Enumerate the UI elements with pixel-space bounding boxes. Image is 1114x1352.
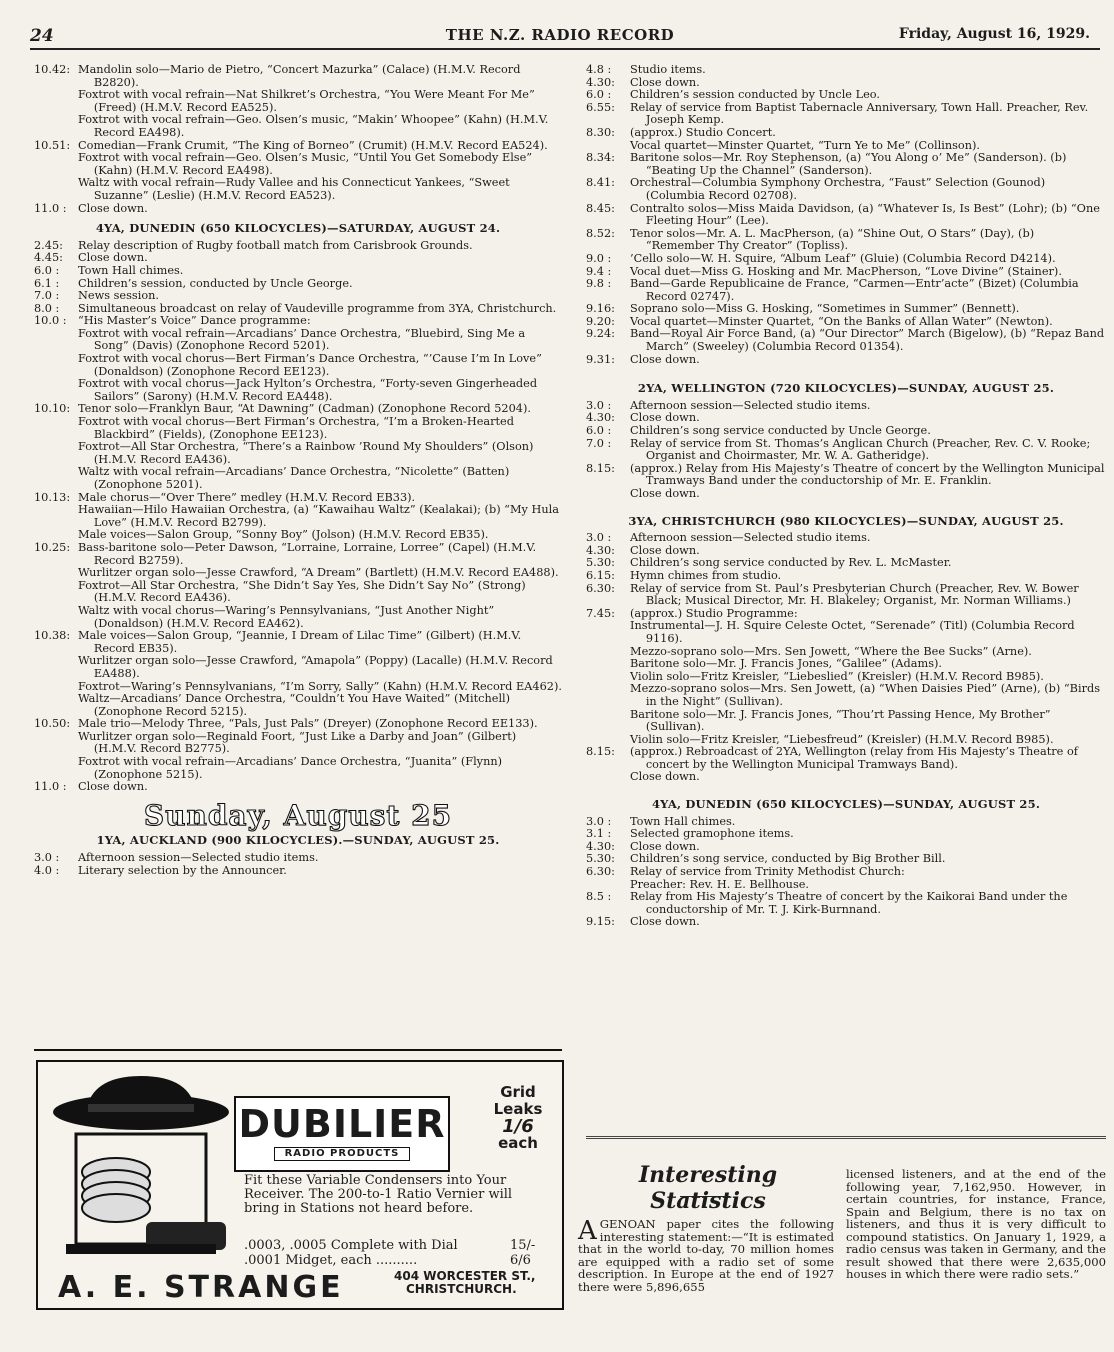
entry-body (630, 253, 1106, 266)
dubilier-logo (234, 1096, 450, 1172)
entry-line: Close down. (630, 352, 700, 366)
entry-time: 6.30: (586, 865, 615, 879)
issue-date: Friday, August 16, 1929. (898, 26, 1090, 42)
entry-body (630, 583, 1106, 608)
entry-time: 3.1 : (586, 827, 612, 841)
dealer-address (394, 1270, 535, 1296)
entry-time: 10.0 : (34, 314, 67, 328)
entry-body (630, 400, 1106, 413)
entry-time: 7.0 : (586, 436, 612, 450)
entry-line: Male voices—Salon Group, “Sonny Boy” (Jolson) (H.M.V. Record EB35). (78, 528, 489, 542)
entry-line: Preacher: Rev. H. E. Bellhouse. (630, 877, 810, 891)
schedule-entry (586, 463, 1106, 501)
schedule-entry (34, 265, 562, 278)
entry-line: Close down. (630, 75, 700, 89)
entry-time: 9.31: (586, 352, 615, 366)
schedule-entry (34, 403, 562, 491)
entry-line: Vocal quartet—Minster Quartet, “On the Banks of Allan Water” (Newton). (630, 314, 1053, 328)
schedule-entry (586, 278, 1106, 303)
entry-body (630, 463, 1106, 501)
grid-leaks-callout (478, 1084, 558, 1152)
entry-time: 9.4 : (586, 264, 612, 278)
entry-line: Baritone solo—Mr. J. Francis Jones, “Galilee” (Adams). (630, 657, 942, 671)
entry-line: Band—Royal Air Force Band, (a) “Our Director” March (Bigelow), (b) “Repaz Band March” (Sweeley) (Columbia Record 01354). (630, 327, 1105, 354)
schedule-entry (586, 891, 1106, 916)
entry-body (630, 438, 1106, 463)
schedule-entry (34, 290, 562, 303)
entry-body (78, 403, 562, 491)
entry-line: Foxtrot with vocal refrain—Arcadians’ Dance Orchestra, “Juanita” (Flynn) (Zonophone 5215). (78, 755, 503, 781)
entry-body (78, 64, 562, 140)
entry-line: Foxtrot with vocal chorus—Bert Firman’s Dance Orchestra, “’Cause I’m In Love” (Donaldson) (Zonophone Record EE123). (78, 352, 542, 378)
entry-time: 6.1 : (34, 276, 60, 290)
entry-line: Relay from His Majesty’s Theatre of concert by the Kaikorai Band under the conductorship of Mr. T. J. Kirk-Burnnand. (630, 890, 1068, 916)
entry-line: Male voices—Salon Group, “Jeannie, I Dream of Lilac Time” (Gilbert) (H.M.V. Record EB35). (78, 629, 522, 655)
schedule-entry (586, 746, 1106, 784)
entry-time: 9.20: (586, 314, 615, 328)
entry-time: 9.15: (586, 915, 615, 929)
schedule-entry (586, 64, 1106, 77)
entry-body (630, 177, 1106, 202)
entry-time: 8.15: (586, 461, 615, 475)
entry-line: Afternoon session—Selected studio items. (78, 851, 319, 865)
entry-line: Foxtrot—Waring’s Pennsylvanians, “I’m Sorry, Sally” (Kahn) (H.M.V. Record EA462). (78, 679, 562, 693)
grid-label: Grid (500, 1083, 536, 1101)
schedule-entry (586, 127, 1106, 152)
entry-body (78, 492, 562, 542)
entry-line: Relay of service from Baptist Tabernacle Anniversary, Town Hall. Preacher, Rev. Joseph Kemp. (630, 100, 1089, 127)
entry-time: 4.0 : (34, 863, 60, 877)
entry-time: 10.38: (34, 629, 71, 643)
schedule-entry (34, 315, 562, 403)
stats-text-1: GENOAN paper cites the following interesting statement:—“It is estimated that in the world to-day, 70 million homes are equipped with a radio set of some description. In Europe at the end of 1927 there were 5,896,655 (578, 1217, 834, 1294)
entry-line: Tenor solos—Mr. A. L. MacPherson, (a) “Shine Out, O Stars” (Day), (b) “Remember Thy Creator” (Topliss). (630, 226, 1035, 253)
entry-time: 8.5 : (586, 890, 612, 904)
drop-cap: A (578, 1216, 597, 1246)
schedule-entry (34, 865, 562, 878)
entry-line: Bass-baritone solo—Peter Dawson, “Lorraine, Lorraine, Lorree” (Capel) (H.M.V. Record B2759). (78, 540, 537, 567)
schedule-entry (586, 583, 1106, 608)
entry-line: Relay description of Rugby football match from Carisbrook Grounds. (78, 238, 473, 252)
entry-line: Close down. (78, 201, 148, 215)
entry-time: 2.45: (34, 238, 63, 252)
entry-line: Foxtrot with vocal refrain—Geo. Olsen’s Music, “Until You Get Somebody Else” (Kahn) (H.M.V. Record EA498). (78, 151, 533, 177)
entry-body (78, 240, 562, 253)
schedule-entry (34, 492, 562, 542)
entry-time: 8.45: (586, 201, 615, 215)
entry-line: ’Cello solo—W. H. Squire, “Album Leaf” (Gluie) (Columbia Record D4214). (630, 251, 1056, 265)
schedule-entry (586, 916, 1106, 929)
entry-line: Wurlitzer organ solo—Jesse Crawford, “A Dream” (Bartlett) (H.M.V. Record EA488). (78, 566, 559, 580)
entry-body (78, 630, 562, 718)
entry-time: 4.30: (586, 543, 615, 557)
entry-line: Studio items. (630, 63, 706, 76)
entry-line: Relay of service from St. Paul’s Presbyterian Church (Preacher, Rev. W. Bower Black; Musical Director, Mr. H. Blakeley; Organist, Mr. Norman Williams.) (630, 581, 1079, 608)
entry-body (630, 303, 1106, 316)
entry-time: 9.8 : (586, 277, 612, 291)
schedule-entry (586, 328, 1106, 353)
schedule-entry (586, 152, 1106, 177)
entry-body (630, 152, 1106, 177)
entry-line: Foxtrot—All Star Orchestra, “There’s a Rainbow ’Round My Shoulders” (Olson) (H.M.V. Record EA436). (78, 440, 534, 466)
entry-body (630, 228, 1106, 253)
entry-body (630, 425, 1106, 438)
entry-time: 6.15: (586, 568, 615, 582)
entry-line: Foxtrot with vocal refrain—Arcadians’ Dance Orchestra, “Bluebird, Sing Me a Song” (Davis) (Zonophone Record 5201). (78, 326, 526, 353)
entry-line: Children’s session conducted by Uncle Leo. (630, 88, 880, 102)
entry-line: Male chorus—“Over There” medley (H.M.V. Record EB33). (78, 490, 416, 504)
dubilier-advertisement (36, 1060, 564, 1310)
schedule-entry (586, 532, 1106, 545)
entry-line: Mezzo-soprano solos—Mrs. Sen Jowett, (a) “When Daisies Pied” (Arne), (b) “Birds in the Night” (Sullivan). (630, 682, 1101, 708)
entry-time: 8.15: (586, 745, 615, 759)
entry-time: 10.25: (34, 540, 71, 554)
entry-line: Contralto solos—Miss Maida Davidson, (a) “Whatever Is, Is Best” (Lohr); (b) “One Fleeting Hour” (Lee). (630, 201, 1100, 228)
entry-body (630, 102, 1106, 127)
entry-time: 7.45: (586, 606, 615, 620)
schedule-entry (34, 781, 562, 794)
left-column (34, 64, 562, 877)
list-3ya-sunday (586, 532, 1106, 784)
entry-time: 9.24: (586, 327, 615, 341)
entry-time: 10.50: (34, 717, 71, 731)
entry-time: 4.45: (34, 251, 63, 265)
entry-time: 6.55: (586, 100, 615, 114)
entry-body (78, 852, 562, 865)
brand-name: DUBILIER (238, 1102, 446, 1146)
entry-line: Waltz with vocal chorus—Waring’s Pennsylvanians, “Just Another Night” (Donaldson) (H.M.V. Record EA462). (78, 603, 495, 630)
entry-time: 10.10: (34, 402, 71, 416)
entry-body (78, 265, 562, 278)
entry-time: 8.34: (586, 151, 615, 165)
entry-body (78, 865, 562, 878)
entry-line: (approx.) Rebroadcast of 2YA, Wellington (relay from His Majesty’s Theatre of concert by the Wellington Municipal Tramways Band). (630, 745, 1078, 771)
entry-line: Foxtrot with vocal chorus—Jack Hylton’s Orchestra, “Forty-seven Gingerheaded Sailors” (Sarony) (H.M.V. Record EA448). (78, 377, 538, 403)
schedule-entry (34, 64, 562, 140)
price-row-1-label: .0003, .0005 Complete with Dial (244, 1238, 458, 1253)
entry-line: Vocal duet—Miss G. Hosking and Mr. MacPherson, “Love Divine” (Stainer). (630, 264, 1062, 278)
entry-line: Simultaneous broadcast on relay of Vaudeville programme from 3YA, Christchurch. (78, 301, 557, 315)
entry-body (78, 718, 562, 781)
price-row-1 (244, 1238, 536, 1253)
entry-line: (approx.) Studio Programme: (630, 606, 798, 620)
entry-time: 3.0 : (34, 851, 60, 865)
entry-line: Instrumental—J. H. Squire Celeste Octet, “Serenade” (Titl) (Columbia Record 9116). (630, 619, 1075, 645)
entry-line: Children’s song service, conducted by Big Brother Bill. (630, 852, 946, 866)
schedule-entry (586, 253, 1106, 266)
entry-line: Children’s song service conducted by Rev. L. McMaster. (630, 556, 952, 570)
list-1ya-sunday (34, 852, 562, 877)
schedule-entry (586, 354, 1106, 367)
entry-body (630, 828, 1106, 841)
entry-line: (approx.) Studio Concert. (630, 125, 776, 139)
entry-time: 10.51: (34, 138, 71, 152)
entry-body (78, 781, 562, 794)
entry-line: Children’s song service conducted by Uncle George. (630, 424, 931, 438)
page-number: 24 (30, 26, 54, 46)
entry-line: Soprano solo—Miss G. Hosking, “Sometimes in Summer” (Bennett). (630, 302, 1020, 316)
entry-body (630, 328, 1106, 353)
entry-line: Wurlitzer organ solo—Jesse Crawford, “Amapola” (Poppy) (Lacalle) (H.M.V. Record EA488). (78, 654, 553, 680)
schedule-entry (586, 203, 1106, 228)
dealer-address-line2: CHRISTCHURCH. (406, 1282, 517, 1296)
entry-line: Baritone solos—Mr. Roy Stephenson, (a) “You Along o’ Me” (Sanderson). (b) “Beating Up the Channel” (Sanderson). (630, 151, 1067, 177)
entry-line: Mezzo-soprano solo—Mrs. Sen Jowett, “Where the Bee Sucks” (Arne). (630, 644, 1032, 658)
list-4ya-sunday (586, 816, 1106, 929)
entry-line: Literary selection by the Announcer. (78, 863, 287, 877)
entry-body (630, 608, 1106, 747)
list-2ya-sunday (586, 400, 1106, 501)
entry-time: 3.0 : (586, 814, 612, 828)
schedule-entry (586, 438, 1106, 463)
entry-time: 8.30: (586, 125, 615, 139)
entry-time: 6.0 : (586, 88, 612, 102)
each-label: each (498, 1134, 538, 1152)
right-column (586, 64, 1106, 929)
entry-body (630, 570, 1106, 583)
schedule-entry (586, 608, 1106, 747)
entry-line: Close down. (630, 411, 700, 425)
dealer-address-line1: 404 WORCESTER ST., (394, 1269, 536, 1283)
heading-1ya-sunday: 1YA, AUCKLAND (900 KILOCYCLES).—SUNDAY, AUGUST 25. (96, 833, 500, 848)
schedule-entry (586, 570, 1106, 583)
entry-time: 6.0 : (586, 424, 612, 438)
entry-line: “His Master’s Voice” Dance programme: (78, 314, 311, 328)
stats-top-rule (586, 1136, 1106, 1141)
entry-time: 3.0 : (586, 531, 612, 545)
entry-time: 5.30: (586, 556, 615, 570)
stats-paragraph-2: licensed listeners, and at the end of the following year, 7,162,950. However, in certain countries, for instance, France, Spain and Belgium, there is no tax on listeners, and thus it is very difficult to compound statistics. On January 1, 1929, a radio census was taken in Germany, and the result showed that there were 2,635,000 houses in which there were radio sets.” (846, 1167, 1106, 1281)
entry-line: Male trio—Melody Three, “Pals, Just Pals” (Dreyer) (Zonophone Record EE133). (78, 717, 538, 731)
entry-line: Close down. (630, 487, 700, 500)
entry-line: Close down. (630, 839, 700, 853)
entry-line: Baritone solo—Mr. J. Francis Jones, “Thou’rt Passing Hence, My Brother” (Sullivan). (630, 707, 1051, 734)
entry-line: Afternoon session—Selected studio items. (630, 531, 871, 545)
entry-line: Close down. (630, 915, 700, 929)
entry-time: 8.0 : (34, 301, 60, 315)
entry-line: Close down. (78, 780, 148, 794)
schedule-entry (586, 425, 1106, 438)
list-4ya-saturday (34, 240, 562, 794)
entry-line: Vocal quartet—Minster Quartet, “Turn Ye to Me” (Collinson). (630, 138, 980, 152)
entry-line: Foxtrot—All Star Orchestra, “She Didn’t Say Yes, She Didn’t Say No” (Strong) (H.M.V. Record EA436). (78, 578, 526, 605)
entry-time: 9.0 : (586, 251, 612, 265)
entry-body (630, 278, 1106, 303)
entry-time: 6.0 : (34, 263, 60, 277)
stats-paragraph-1 (578, 1218, 834, 1293)
entry-line: Hymn chimes from studio. (630, 568, 782, 582)
entry-line: News session. (78, 289, 159, 303)
entry-time: 4.30: (586, 411, 615, 425)
schedule-entry (34, 140, 562, 203)
entry-line: Close down. (78, 251, 148, 265)
schedule-entry (586, 177, 1106, 202)
entry-body (78, 290, 562, 303)
entry-line: (approx.) Relay from His Majesty’s Theatre of concert by the Wellington Municipal Tramways Band under the conductorship of Mr. E. Franklin. (630, 461, 1105, 488)
entry-body (630, 127, 1106, 152)
entry-time: 3.0 : (586, 398, 612, 412)
schedule-entry (586, 866, 1106, 891)
heading-4ya-sunday: 4YA, DUNEDIN (650 KILOCYCLES)—SUNDAY, AUGUST 25. (651, 797, 1041, 812)
entry-line: Hawaiian—Hilo Hawaiian Orchestra, (a) “Kawaihau Waltz” (Kealakai); (b) “My Hula Love” (H.M.V. Record B2799). (78, 503, 559, 529)
entry-time: 10.42: (34, 63, 71, 76)
entry-body (78, 203, 562, 216)
entry-time: 4.30: (586, 75, 615, 89)
heading-2ya-sunday: 2YA, WELLINGTON (720 KILOCYCLES)—SUNDAY, AUGUST 25. (637, 381, 1055, 396)
grid-leaks-price: 1/6 (502, 1116, 534, 1137)
leaks-label: Leaks (493, 1100, 543, 1118)
stats-title-rule (680, 1196, 730, 1197)
entry-body (630, 203, 1106, 228)
entry-line: Relay of service from Trinity Methodist Church: (630, 865, 905, 879)
brand-subtitle: RADIO PRODUCTS (274, 1147, 410, 1161)
schedule-entry (586, 228, 1106, 253)
entry-line: Wurlitzer organ solo—Reginald Foort, “Just Like a Darby and Joan” (Gilbert) (H.M.V. Record B2775). (78, 729, 517, 756)
entry-body (630, 532, 1106, 545)
entry-line: Orchestral—Columbia Symphony Orchestra, “Faust” Selection (Gounod) (Columbia Record 02708). (630, 176, 1046, 202)
entry-time: 11.0 : (34, 780, 67, 794)
entry-line: Mandolin solo—Mario de Pietro, “Concert Mazurka” (Calace) (H.M.V. Record B2820). (78, 63, 521, 89)
entry-body (78, 140, 562, 203)
entry-line: Relay of service from St. Thomas’s Anglican Church (Preacher, Rev. C. V. Rooke; Organist and Choirmaster, Mr. W. A. Gatheridge). (630, 436, 1091, 463)
price-row-2-label: .0001 Midget, each .......... (244, 1253, 418, 1268)
entry-body (630, 916, 1106, 929)
entry-time: 4.30: (586, 839, 615, 853)
entry-time: 8.52: (586, 226, 615, 240)
entry-line: Close down. (630, 770, 700, 784)
heading-4ya-saturday: 4YA, DUNEDIN (650 KILOCYCLES)—SATURDAY, AUGUST 24. (95, 221, 501, 236)
schedule-entry (34, 542, 562, 630)
entry-body (630, 891, 1106, 916)
entry-body (630, 746, 1106, 784)
entry-time: 4.8 : (586, 63, 612, 76)
schedule-entry (586, 102, 1106, 127)
entry-time: 5.30: (586, 852, 615, 866)
header-rule (30, 48, 1100, 50)
entry-line: Comedian—Frank Crumit, “The King of Borneo” (Crumit) (H.M.V. Record EA524). (78, 138, 548, 152)
entry-body (78, 542, 562, 630)
left-prelude-list (34, 64, 562, 215)
heading-3ya-sunday: 3YA, CHRISTCHURCH (980 KILOCYCLES)—SUNDAY, AUGUST 25. (628, 513, 1064, 528)
entry-body (78, 315, 562, 403)
entry-time: 10.13: (34, 490, 71, 504)
entry-body (630, 64, 1106, 77)
entry-line: Afternoon session—Selected studio items. (630, 398, 871, 412)
entry-time: 8.41: (586, 176, 615, 190)
entry-time: 7.0 : (34, 289, 60, 303)
entry-line: Foxtrot with vocal chorus—Bert Firman’s Orchestra, “I’m a Broken-Hearted Blackbird” (Fields), (Zonophone EE123). (78, 415, 514, 441)
entry-line: Waltz with vocal refrain—Arcadians’ Dance Orchestra, “Nicolette” (Batten) (Zonophone 5201). (78, 465, 510, 491)
schedule-entry (34, 718, 562, 781)
entry-line: Close down. (630, 543, 700, 557)
schedule-entry (34, 852, 562, 865)
ad-top-rule (34, 1049, 562, 1051)
entry-line: Tenor solo—Franklyn Baur, “At Dawning” (Cadman) (Zonophone Record 5204). (78, 402, 531, 416)
condenser-hat-illustration (46, 1072, 236, 1272)
entry-line: Selected gramophone items. (630, 827, 794, 841)
publication-title: THE N.Z. RADIO RECORD (445, 26, 675, 44)
entry-time: 9.16: (586, 302, 615, 316)
entry-line: Town Hall chimes. (78, 263, 184, 277)
entry-line: Violin solo—Fritz Kreisler, “Liebesfreud” (Kreisler) (H.M.V. Record B985). (630, 732, 1054, 746)
schedule-entry (586, 303, 1106, 316)
entry-time: 11.0 : (34, 201, 67, 215)
price-row-2 (244, 1253, 531, 1268)
schedule-entry (34, 203, 562, 216)
entry-body (630, 866, 1106, 891)
schedule-entry (586, 828, 1106, 841)
entry-line: Waltz—Arcadians’ Dance Orchestra, “Couldn’t You Have Waited” (Mitchell) (Zonophone Record 5215). (78, 692, 511, 718)
dealer-name: A. E. STRANGE (58, 1270, 344, 1305)
entry-line: Children’s session, conducted by Uncle George. (78, 276, 353, 290)
schedule-entry (586, 89, 1106, 102)
schedule-entry (34, 630, 562, 718)
stats-title: Interesting Statistics (638, 1162, 778, 1214)
entry-body (630, 354, 1106, 367)
entry-line: Foxtrot with vocal refrain—Geo. Olsen’s music, “Makin’ Whoopee” (Kahn) (H.M.V. Record EA498). (78, 113, 549, 139)
price-row-2-value: 6/6 (510, 1253, 531, 1268)
price-row-1-value: 15/- (510, 1238, 536, 1253)
entry-line: Waltz with vocal refrain—Rudy Vallee and his Connecticut Yankees, “Sweet Suzanne” (Leslie) (H.M.V. Record EA523). (78, 176, 510, 202)
entry-line: Foxtrot with vocal refrain—Nat Shilkret’s Orchestra, “You Were Meant For Me” (Freed) (H.M.V. Record EA525). (78, 88, 535, 114)
ad-body-text: Fit these Variable Condensers into Your Receiver. The 200-to-1 Ratio Vernier will bring in Stations not heard before. (244, 1173, 513, 1216)
entry-body (630, 89, 1106, 102)
entry-line: Band—Garde Republicaine de France, “Carmen—Entr’acte” (Bizet) (Columbia Record 02747). (630, 277, 1079, 303)
right-prelude-list (586, 64, 1106, 366)
sunday-title: Sunday, August 25 (143, 798, 453, 832)
entry-line: Town Hall chimes. (630, 814, 736, 828)
entry-time: 6.30: (586, 581, 615, 595)
page-header (30, 26, 1090, 46)
entry-line: Violin solo—Fritz Kreisler, “Liebeslied” (Kreisler) (H.M.V. Record B985). (630, 669, 1044, 683)
